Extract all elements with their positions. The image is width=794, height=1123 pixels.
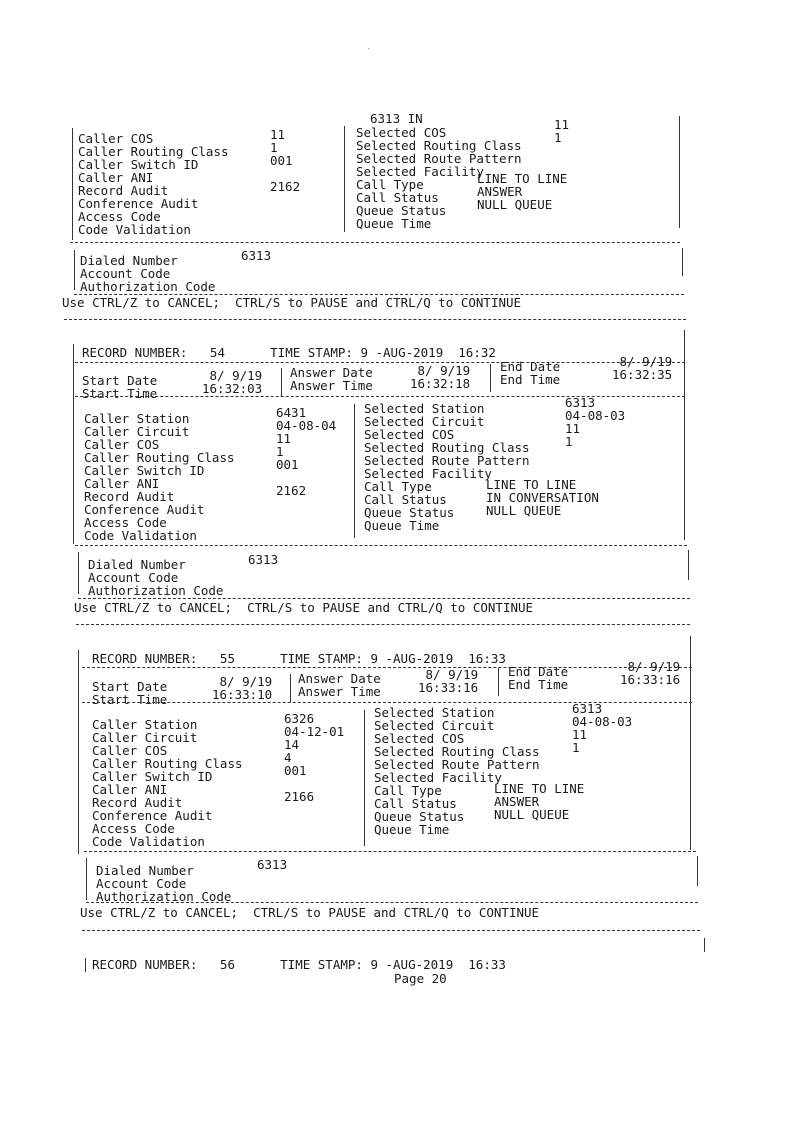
column-divider bbox=[281, 368, 282, 396]
column-divider bbox=[344, 126, 345, 232]
column-divider bbox=[498, 668, 499, 696]
start-values: 8/ 9/19 16:32:03 bbox=[202, 368, 263, 396]
selected-labels: Selected Station Selected Circuit Selected COS Selected Routing Class Selected Route Pattern Selected Facility Call Type Call Status Queue Status Queue Time bbox=[374, 705, 540, 837]
selected-values-a: 11 1 bbox=[554, 117, 570, 145]
column-divider bbox=[354, 404, 355, 538]
separator bbox=[86, 902, 698, 903]
start-labels: Start Date Start Time bbox=[82, 373, 158, 401]
scan-speck bbox=[368, 48, 369, 49]
end-values: 8/ 9/19 16:33:16 bbox=[620, 659, 681, 687]
separator bbox=[84, 851, 696, 852]
selected-values-b: LINE TO LINE IN CONVERSATION NULL QUEUE bbox=[486, 477, 599, 518]
right-border bbox=[682, 248, 683, 276]
selected-values-b: LINE TO LINE ANSWER NULL QUEUE bbox=[477, 171, 568, 212]
dialed-number-value: 6313 bbox=[241, 248, 272, 263]
selected-labels: Selected COS Selected Routing Class Selected Route Pattern Selected Facility Call Type Call Status Queue Status Queue Time bbox=[356, 125, 522, 231]
left-border bbox=[73, 344, 74, 544]
page-number: Page 20 bbox=[394, 971, 447, 986]
dialed-number-value: 6313 bbox=[257, 857, 288, 872]
selected-labels: Selected Station Selected Circuit Selected COS Selected Routing Class Selected Route Pattern Selected Facility Call Type Call Status Queue Status Queue Time bbox=[364, 401, 530, 533]
separator bbox=[75, 362, 685, 363]
caller-labels: Caller COS Caller Routing Class Caller Switch ID Caller ANI Record Audit Conference Audit Access Code Code Validation bbox=[78, 131, 229, 237]
end-labels: End Date End Time bbox=[500, 359, 561, 387]
record-header: RECORD NUMBER: 56 TIME STAMP: 9 -AUG-2019 16:33 bbox=[92, 957, 506, 972]
start-labels: Start Date Start Time bbox=[92, 679, 168, 707]
header-top-number: 6313 IN bbox=[370, 111, 423, 126]
left-border bbox=[85, 958, 86, 972]
answer-labels: Answer Date Answer Time bbox=[298, 671, 381, 699]
end-labels: End Date End Time bbox=[508, 664, 569, 692]
separator bbox=[76, 624, 690, 625]
caller-labels: Caller Station Caller Circuit Caller COS Caller Routing Class Caller Switch ID Caller ANI Record Audit Conference Audit Access Code Code Validation bbox=[92, 717, 243, 849]
right-border bbox=[690, 636, 691, 850]
dialed-labels: Dialed Number Account Code Authorization Code bbox=[88, 557, 224, 598]
right-border bbox=[697, 856, 698, 886]
left-border bbox=[72, 128, 73, 240]
separator bbox=[70, 242, 680, 243]
column-divider bbox=[364, 710, 365, 846]
separator bbox=[82, 930, 700, 931]
separator bbox=[64, 319, 686, 320]
answer-values: 8/ 9/19 16:33:16 bbox=[418, 667, 479, 695]
end-values: 8/ 9/19 16:32:35 bbox=[612, 354, 673, 382]
left-border bbox=[74, 250, 75, 290]
caller-values: 11 1 001 2162 bbox=[270, 127, 301, 194]
caller-labels: Caller Station Caller Circuit Caller COS Caller Routing Class Caller Switch ID Caller ANI Record Audit Conference Audit Access Code Code Validation bbox=[84, 411, 235, 543]
answer-labels: Answer Date Answer Time bbox=[290, 365, 373, 393]
right-border bbox=[679, 116, 680, 228]
caller-values: 6326 04-12-01 14 4 001 2166 bbox=[284, 711, 345, 804]
separator bbox=[78, 598, 690, 599]
separator bbox=[75, 545, 687, 546]
separator bbox=[82, 667, 692, 668]
dialed-labels: Dialed Number Account Code Authorization Code bbox=[80, 253, 216, 294]
left-border bbox=[78, 650, 79, 854]
left-border bbox=[78, 552, 79, 594]
footer-instructions: Use CTRL/Z to CANCEL; CTRL/S to PAUSE and CTRL/Q to CONTINUE bbox=[62, 295, 522, 310]
right-border bbox=[688, 550, 689, 580]
right-border bbox=[704, 938, 705, 952]
record-header: RECORD NUMBER: 54 TIME STAMP: 9 -AUG-2019 16:32 bbox=[82, 345, 496, 360]
column-divider bbox=[290, 674, 291, 702]
selected-values-a: 6313 04-08-03 11 1 bbox=[565, 395, 626, 449]
footer-instructions: Use CTRL/Z to CANCEL; CTRL/S to PAUSE and CTRL/Q to CONTINUE bbox=[80, 905, 540, 920]
footer-instructions: Use CTRL/Z to CANCEL; CTRL/S to PAUSE and CTRL/Q to CONTINUE bbox=[74, 600, 534, 615]
dialed-labels: Dialed Number Account Code Authorization Code bbox=[96, 863, 232, 904]
selected-values-a: 6313 04-08-03 11 1 bbox=[572, 701, 633, 755]
caller-values: 6431 04-08-04 11 1 001 2162 bbox=[276, 405, 337, 498]
dialed-number-value: 6313 bbox=[248, 552, 279, 567]
answer-values: 8/ 9/19 16:32:18 bbox=[410, 363, 471, 391]
left-border bbox=[86, 858, 87, 900]
selected-values-b: LINE TO LINE ANSWER NULL QUEUE bbox=[494, 781, 585, 822]
column-divider bbox=[490, 364, 491, 392]
record-header: RECORD NUMBER: 55 TIME STAMP: 9 -AUG-2019 16:33 bbox=[92, 651, 506, 666]
start-values: 8/ 9/19 16:33:10 bbox=[212, 674, 273, 702]
